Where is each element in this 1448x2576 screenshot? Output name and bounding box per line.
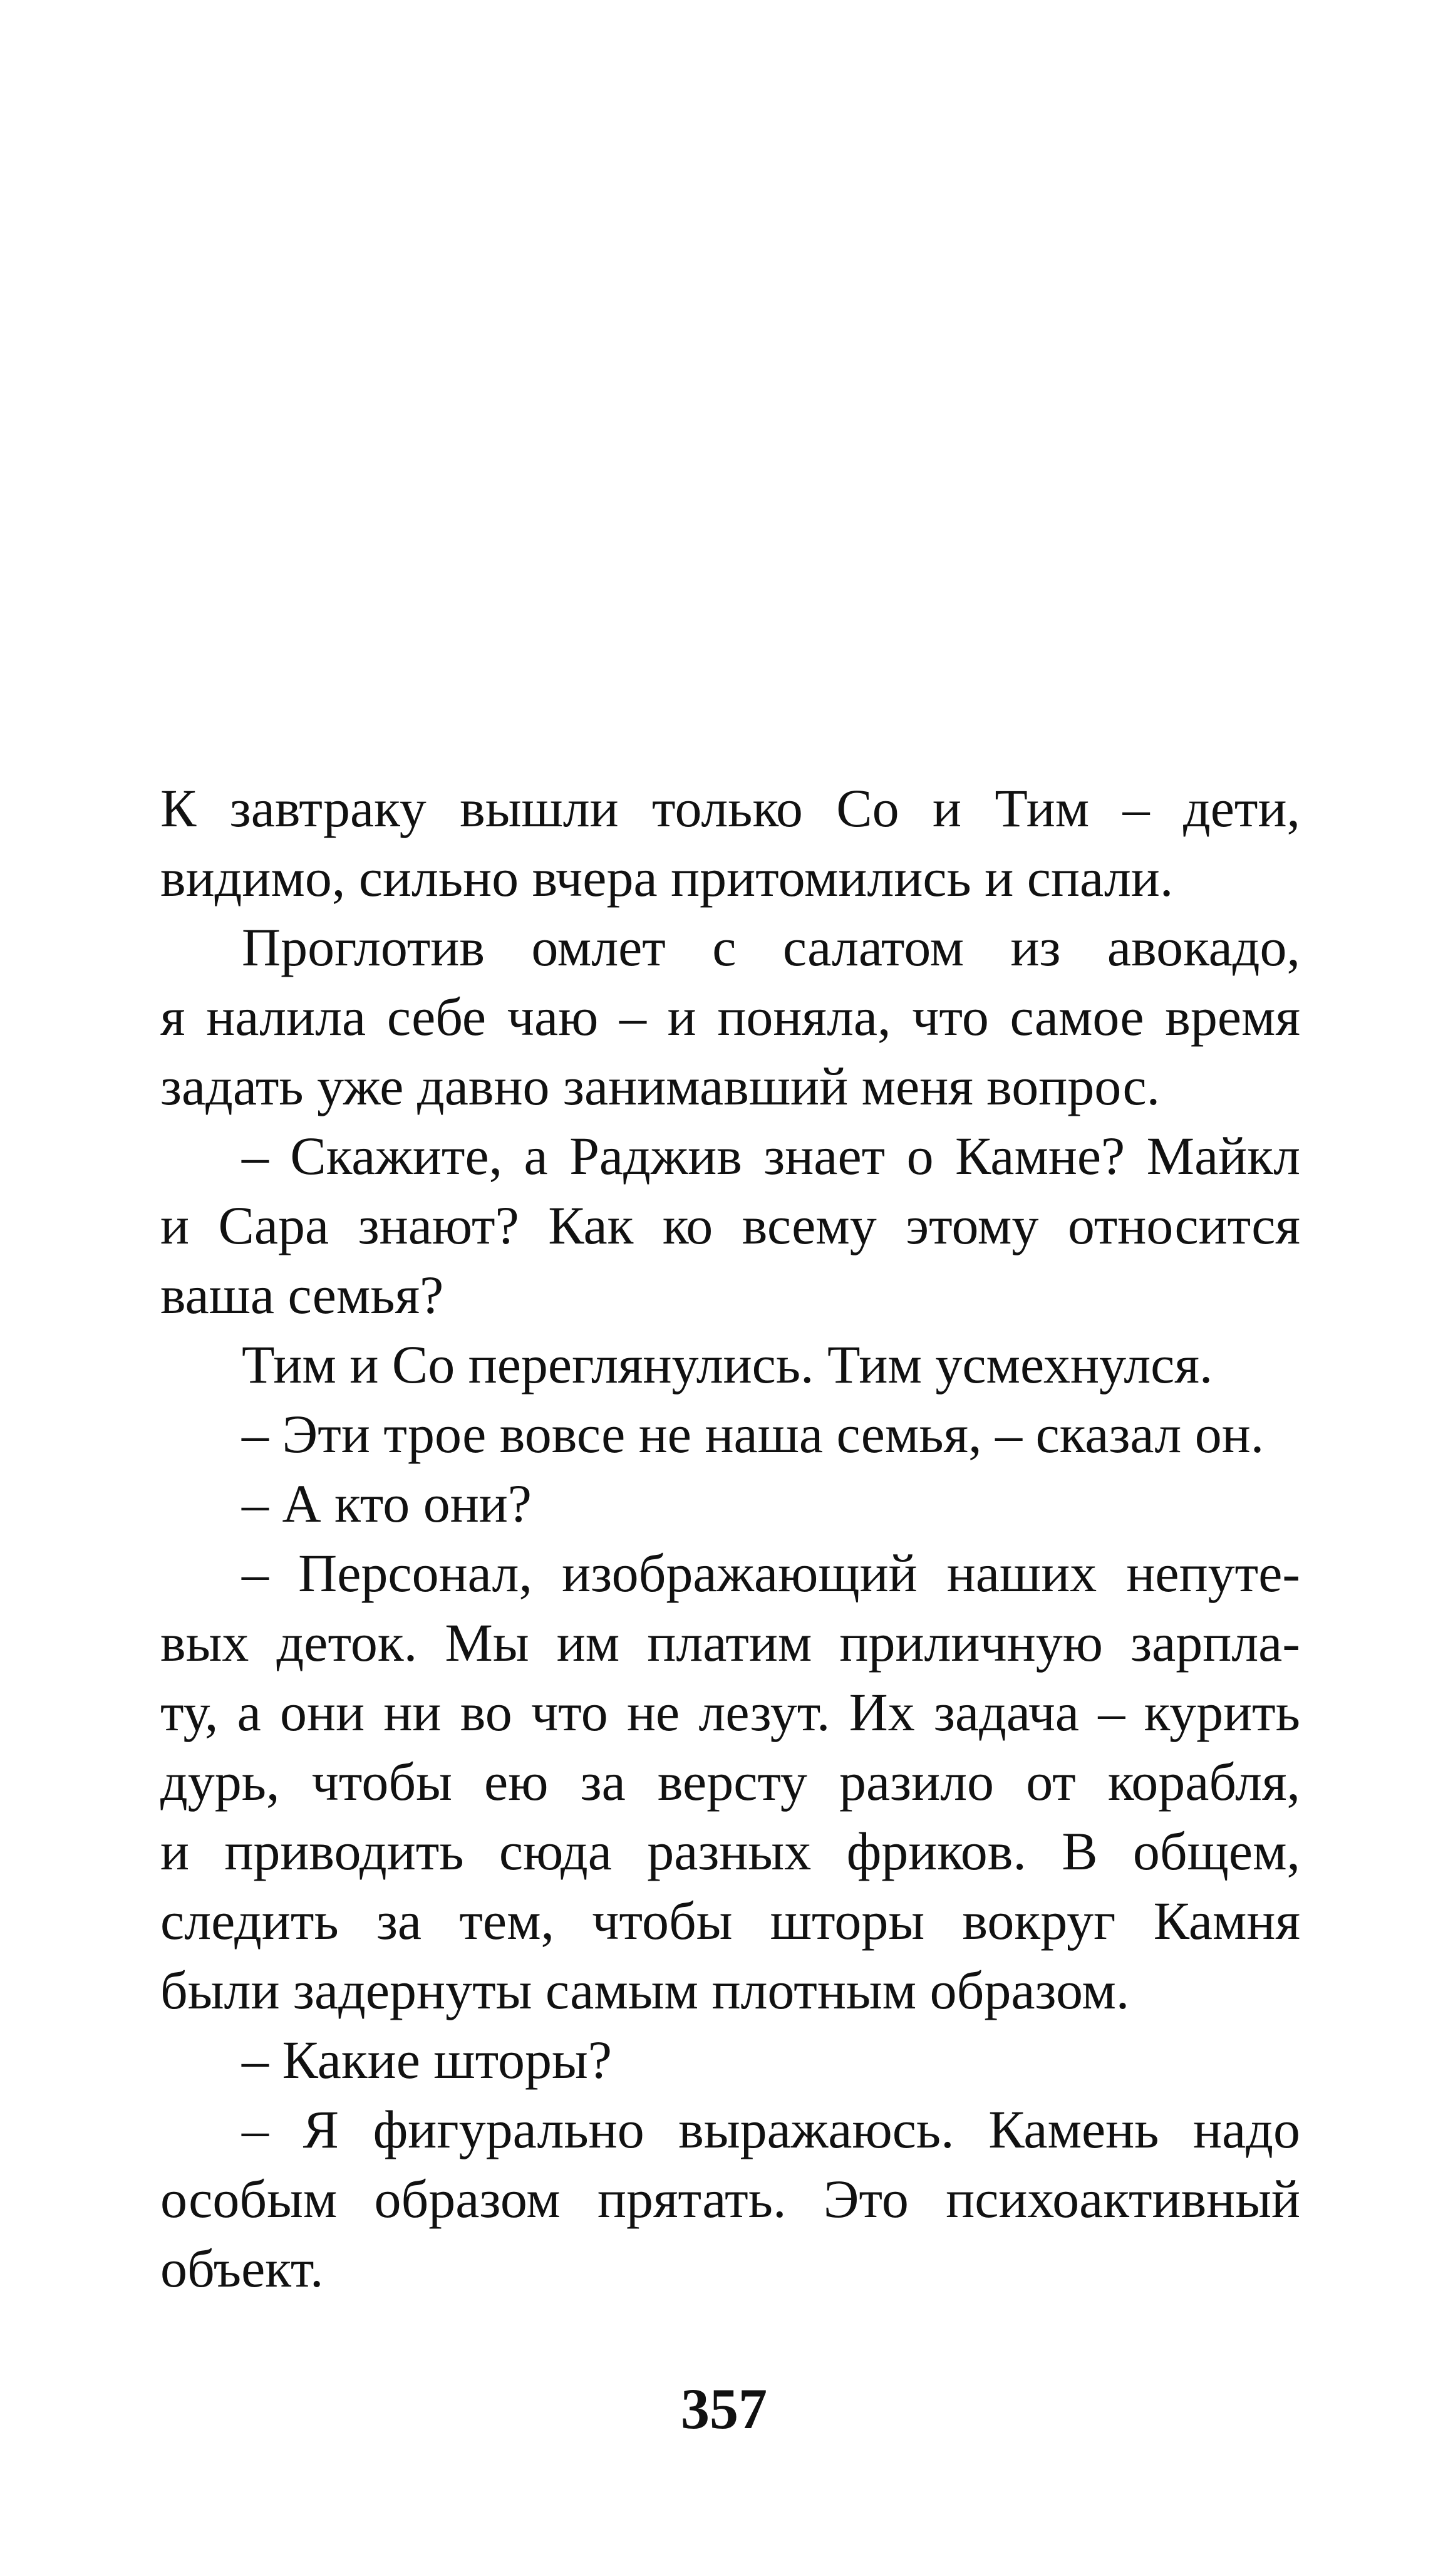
- text-line: задать уже давно занимавший меня вопрос.: [160, 1056, 1161, 1116]
- text-line: – Эти трое вовсе не наша семья, – сказал он.: [242, 1404, 1264, 1464]
- text-line: Проглотив омлет с салатом из авокадо,: [242, 917, 1300, 977]
- text-line: и приводить сюда разных фриков. В общем,: [160, 1821, 1300, 1881]
- text-line: были задернуты самым плотным образом.: [160, 1960, 1130, 2020]
- body-text: [160, 774, 1300, 2303]
- text-line: особым образом прятать. Это психоактивный: [160, 2169, 1300, 2229]
- page-number: 357: [681, 2377, 767, 2441]
- text-line: Тим и Со переглянулись. Тим усмехнулся.: [242, 1334, 1213, 1394]
- text-line: объект.: [160, 2238, 324, 2298]
- text-line: ту, а они ни во что не лезут. Их задача – курить: [160, 1682, 1300, 1742]
- text-line: я налила себе чаю – и поняла, что самое время: [160, 987, 1300, 1047]
- text-line: ваша семья?: [160, 1265, 444, 1325]
- text-line: – А кто они?: [242, 1473, 532, 1534]
- text-line: и Сара знают? Как ко всему этому относится: [160, 1195, 1300, 1255]
- text-line: видимо, сильно вчера притомились и спали.: [160, 848, 1174, 908]
- text-line: – Персонал, изображающий наших непуте-: [242, 1543, 1300, 1603]
- text-line: – Скажите, а Раджив знает о Камне? Майкл: [242, 1126, 1300, 1186]
- text-line: – Какие шторы?: [242, 2030, 612, 2090]
- text-line: вых деток. Мы им платим приличную зарпла-: [160, 1613, 1300, 1673]
- text-line: дурь, чтобы ею за версту разило от корабля,: [160, 1752, 1300, 1812]
- text-line: – Я фигурально выражаюсь. Камень надо: [242, 2099, 1300, 2159]
- text-line: К завтраку вышли только Со и Тим – дети,: [160, 778, 1300, 838]
- text-line: следить за тем, чтобы шторы вокруг Камня: [160, 1891, 1300, 1951]
